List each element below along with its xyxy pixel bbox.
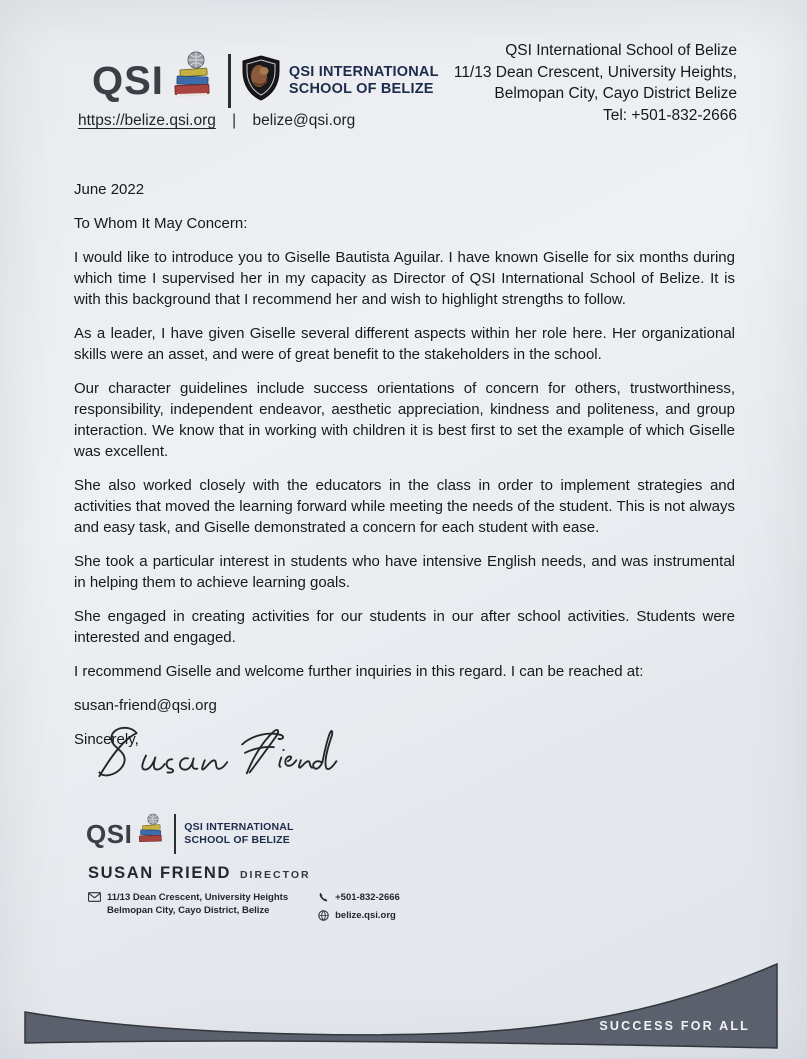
footer-address-column	[88, 891, 288, 927]
footer-phone-web-column	[318, 891, 400, 927]
header-links	[78, 112, 355, 130]
address-line: Tel: +501-832-2666	[602, 106, 737, 124]
signer-name: SUSAN FRIEND	[88, 864, 231, 882]
paragraph: I would like to introduce you to Giselle Bautista Aguilar. I have known Giselle for six months during which time I supervised her in my capacity as Director of QSI International School of Belize. It is with this background that I recommend her and wish to highlight strengths to follow.	[74, 249, 735, 308]
paragraph: She took a particular interest in students who have intensive English needs, and was instrumental in helping them to achieve learning goals.	[74, 553, 735, 591]
qsi-logo-text: QSI	[92, 58, 164, 103]
globe-icon	[318, 910, 329, 925]
org-name-line2: SCHOOL OF BELIZE	[288, 80, 434, 97]
envelope-icon	[88, 892, 101, 906]
header-brand	[92, 50, 439, 111]
footer-block	[86, 812, 400, 927]
shield-jaguar-icon	[242, 55, 280, 106]
email-text: belize@qsi.org	[252, 112, 356, 129]
header-address-block	[454, 40, 737, 126]
contact-email: susan-friend@qsi.org	[74, 697, 217, 714]
website-link: https://belize.qsi.org	[78, 112, 216, 129]
footer-org-line2: SCHOOL OF BELIZE	[184, 833, 290, 846]
books-globe-icon	[170, 50, 216, 111]
letter-body	[74, 179, 735, 763]
letter-date: June 2022	[74, 181, 145, 198]
footer-org-line1: QSI INTERNATIONAL	[184, 820, 294, 833]
footer-website: belize.qsi.org	[335, 910, 396, 921]
paragraph: As a leader, I have given Giselle several different aspects within her role here. Her organizational skills were an asset, and were of great benefit to the stakeholders in the school.	[74, 325, 735, 363]
phone-icon	[318, 892, 329, 907]
address-line: QSI International School of Belize	[505, 42, 737, 59]
paragraph: I recommend Giselle and welcome further inquiries in this regard. I can be reached at:	[74, 663, 644, 680]
footer-phone: +501-832-2666	[335, 892, 400, 903]
address-line: 11/13 Dean Crescent, University Heights,	[453, 63, 737, 81]
closing: Sincerely,	[74, 731, 139, 748]
signer-line	[88, 864, 400, 883]
org-name-line1: QSI INTERNATIONAL	[288, 63, 439, 80]
footer-brand	[86, 812, 400, 855]
paragraph: Our character guidelines include success orientations of concern for others, trustworthiness, responsibility, independent endeavor, aesthetic appreciation, kindness and politeness, and group interaction. We know that in working with children it is best first to set the example of which Giselle was excellent.	[74, 380, 735, 460]
footer-org-name	[184, 821, 293, 846]
footer-contact	[88, 891, 400, 927]
swoosh-banner-graphic	[0, 955, 807, 1059]
salutation: To Whom It May Concern:	[74, 215, 248, 232]
paragraph: She also worked closely with the educators in the class in order to implement strategies and activities that moved the learning forward while meeting the needs of the student. This is not always and easy task, and Giselle demonstrated a concern for each student with ease.	[74, 477, 735, 536]
footer-address-line2: Belmopan City, Cayo District, Belize	[107, 905, 270, 916]
footer-address-line1: 11/13 Dean Crescent, University Heights	[107, 892, 289, 903]
header-org-name	[289, 64, 439, 97]
address-line: Belmopan City, Cayo District Belize	[494, 85, 737, 102]
books-globe-icon-small	[136, 812, 166, 855]
handwritten-signature	[90, 722, 342, 797]
signer-title: DIRECTOR	[239, 869, 311, 881]
link-separator: |	[232, 112, 237, 129]
brand-divider	[228, 54, 231, 108]
slogan-text: SUCCESS FOR ALL	[599, 1019, 750, 1033]
paragraph: She engaged in creating activities for our students in our after school activities. Students were interested and engaged.	[74, 608, 735, 646]
qsi-logo-text-small: QSI	[86, 818, 133, 849]
footer-brand-divider	[174, 814, 176, 854]
